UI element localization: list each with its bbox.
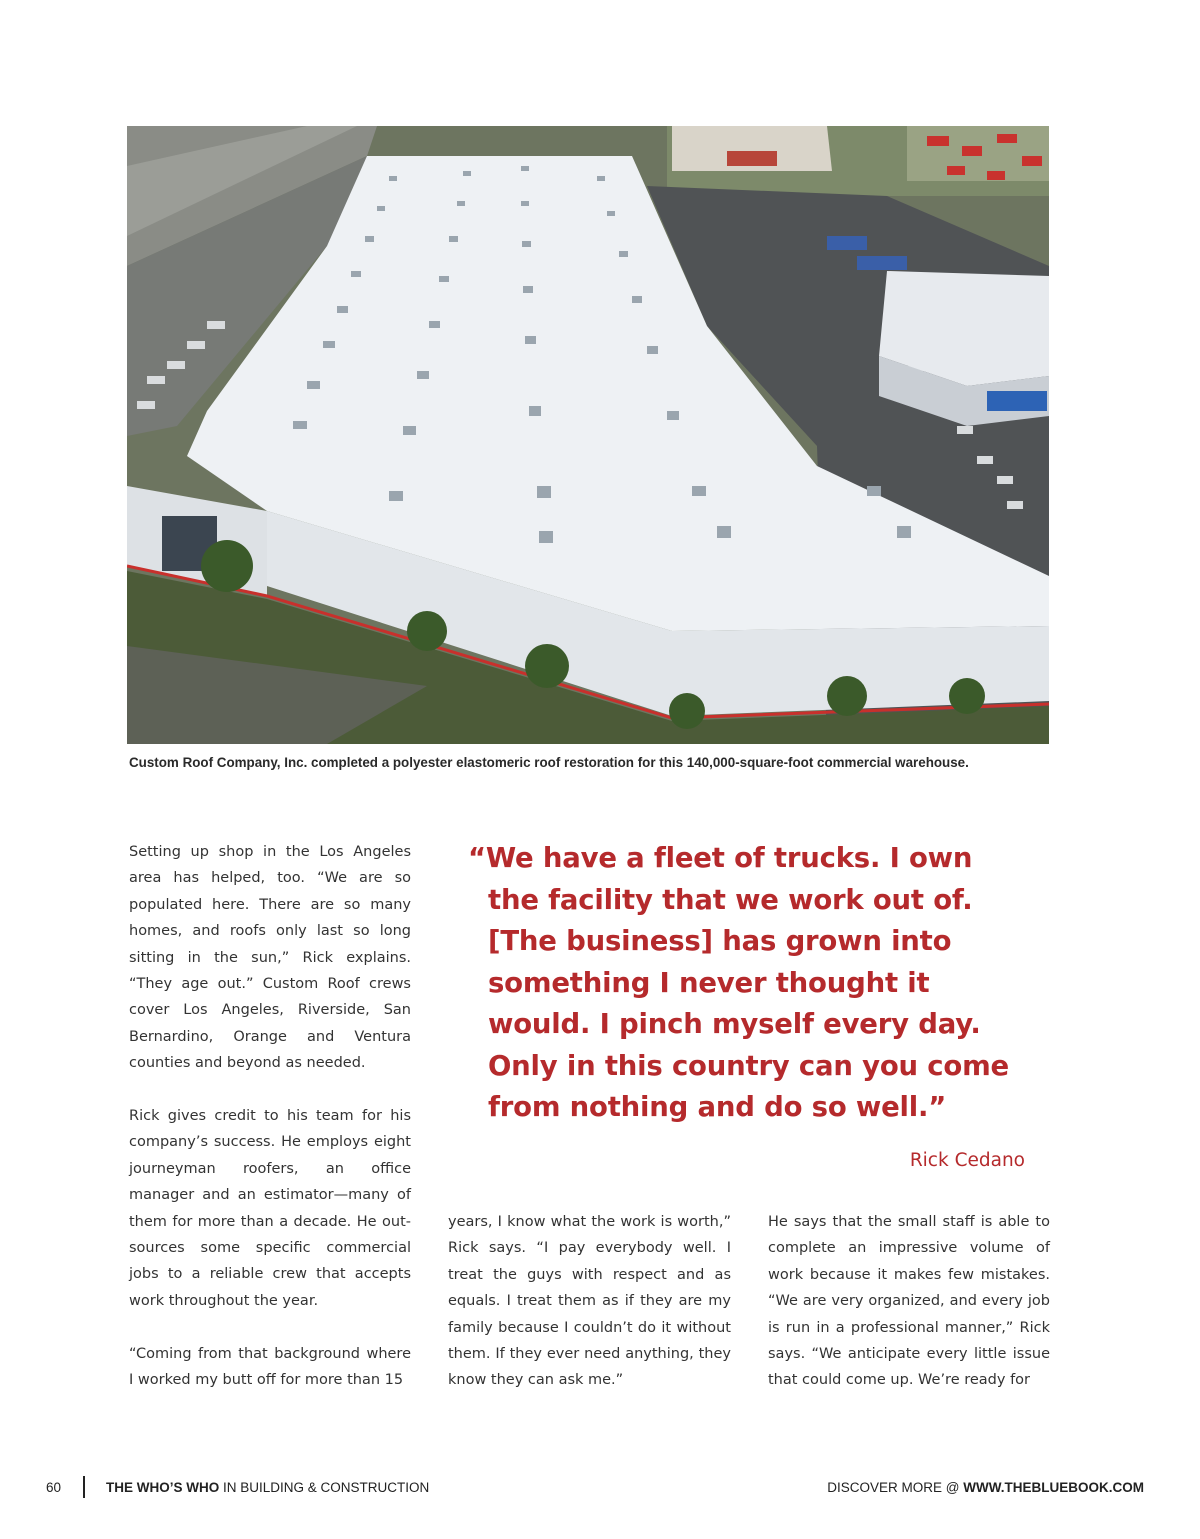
pull-quote-attribution: Rick Cedano (909, 1150, 1025, 1171)
warehouse-aerial-photo (127, 126, 1049, 744)
paragraph: years, I know what the work is worth,” Rick says. “I pay everybody well. I treat the guys with respect and as equals. I treat them as if they are my family because I couldn’t do it without them. If they ever need anything, they know they can ask me.” (448, 1214, 731, 1389)
pull-quote (468, 838, 1048, 1129)
footer-divider (83, 1476, 85, 1498)
discover-label: DISCOVER MORE @ (827, 1480, 964, 1495)
pull-quote-line: “We have a fleet of trucks. I own (468, 842, 973, 874)
website-link[interactable]: WWW.THEBLUEBOOK.COM (963, 1480, 1144, 1495)
pull-quote-line: would. I pinch myself every day. (488, 1008, 981, 1040)
publication-title-bold: THE WHO’S WHO (106, 1480, 220, 1495)
paragraph: Setting up shop in the Los Angeles area has helped, too. “We are so populated here. There are so many homes, and roofs only last so long sitting in the sun,” Rick explains. “They age out.” Custom Roof crews cover Los Angeles, Riverside, San Bernardino, Orange and Ventura counties and beyond as needed. (129, 844, 411, 1072)
article-column-2 (448, 1209, 731, 1394)
discover-more (827, 1480, 1144, 1495)
article-column-3 (768, 1209, 1050, 1394)
publication-title (106, 1480, 429, 1495)
paragraph: “Coming from that background where I worked my butt off for more than 15 (129, 1345, 411, 1389)
paragraph: Rick gives credit to his team for his company’s success. He employs eight journeyman roofers, an office manager and an estimator—many of them for more than a decade. He out-sources some specific commercial jobs to a reliable crew that accepts work throughout the year. (129, 1108, 411, 1309)
paragraph: He says that the small staff is able to complete an impressive volume of work because it makes few mistakes. “We are very organized, and every job is run in a professional manner,” Rick says. “We anticipate every little issue that could come up. We’re ready for (768, 1214, 1050, 1389)
pull-quote-line: Only in this country can you come (488, 1049, 1009, 1082)
pull-quote-line: something I never thought it (488, 966, 930, 999)
pull-quote-line: [The business] has grown into (488, 925, 952, 957)
pull-quote-line: from nothing and do so well.” (488, 1091, 947, 1123)
pull-quote-line: the facility that we work out of. (488, 883, 973, 916)
page-number: 60 (46, 1480, 62, 1495)
article-column-1 (129, 839, 411, 1394)
photo-caption: Custom Roof Company, Inc. completed a polyester elastomeric roof restoration for this 140,000-square-foot commercial warehouse. (129, 755, 969, 770)
publication-title-rest: IN BUILDING & CONSTRUCTION (219, 1480, 430, 1495)
page-footer (0, 1476, 1200, 1500)
warehouse-aerial-illustration (127, 126, 1049, 744)
